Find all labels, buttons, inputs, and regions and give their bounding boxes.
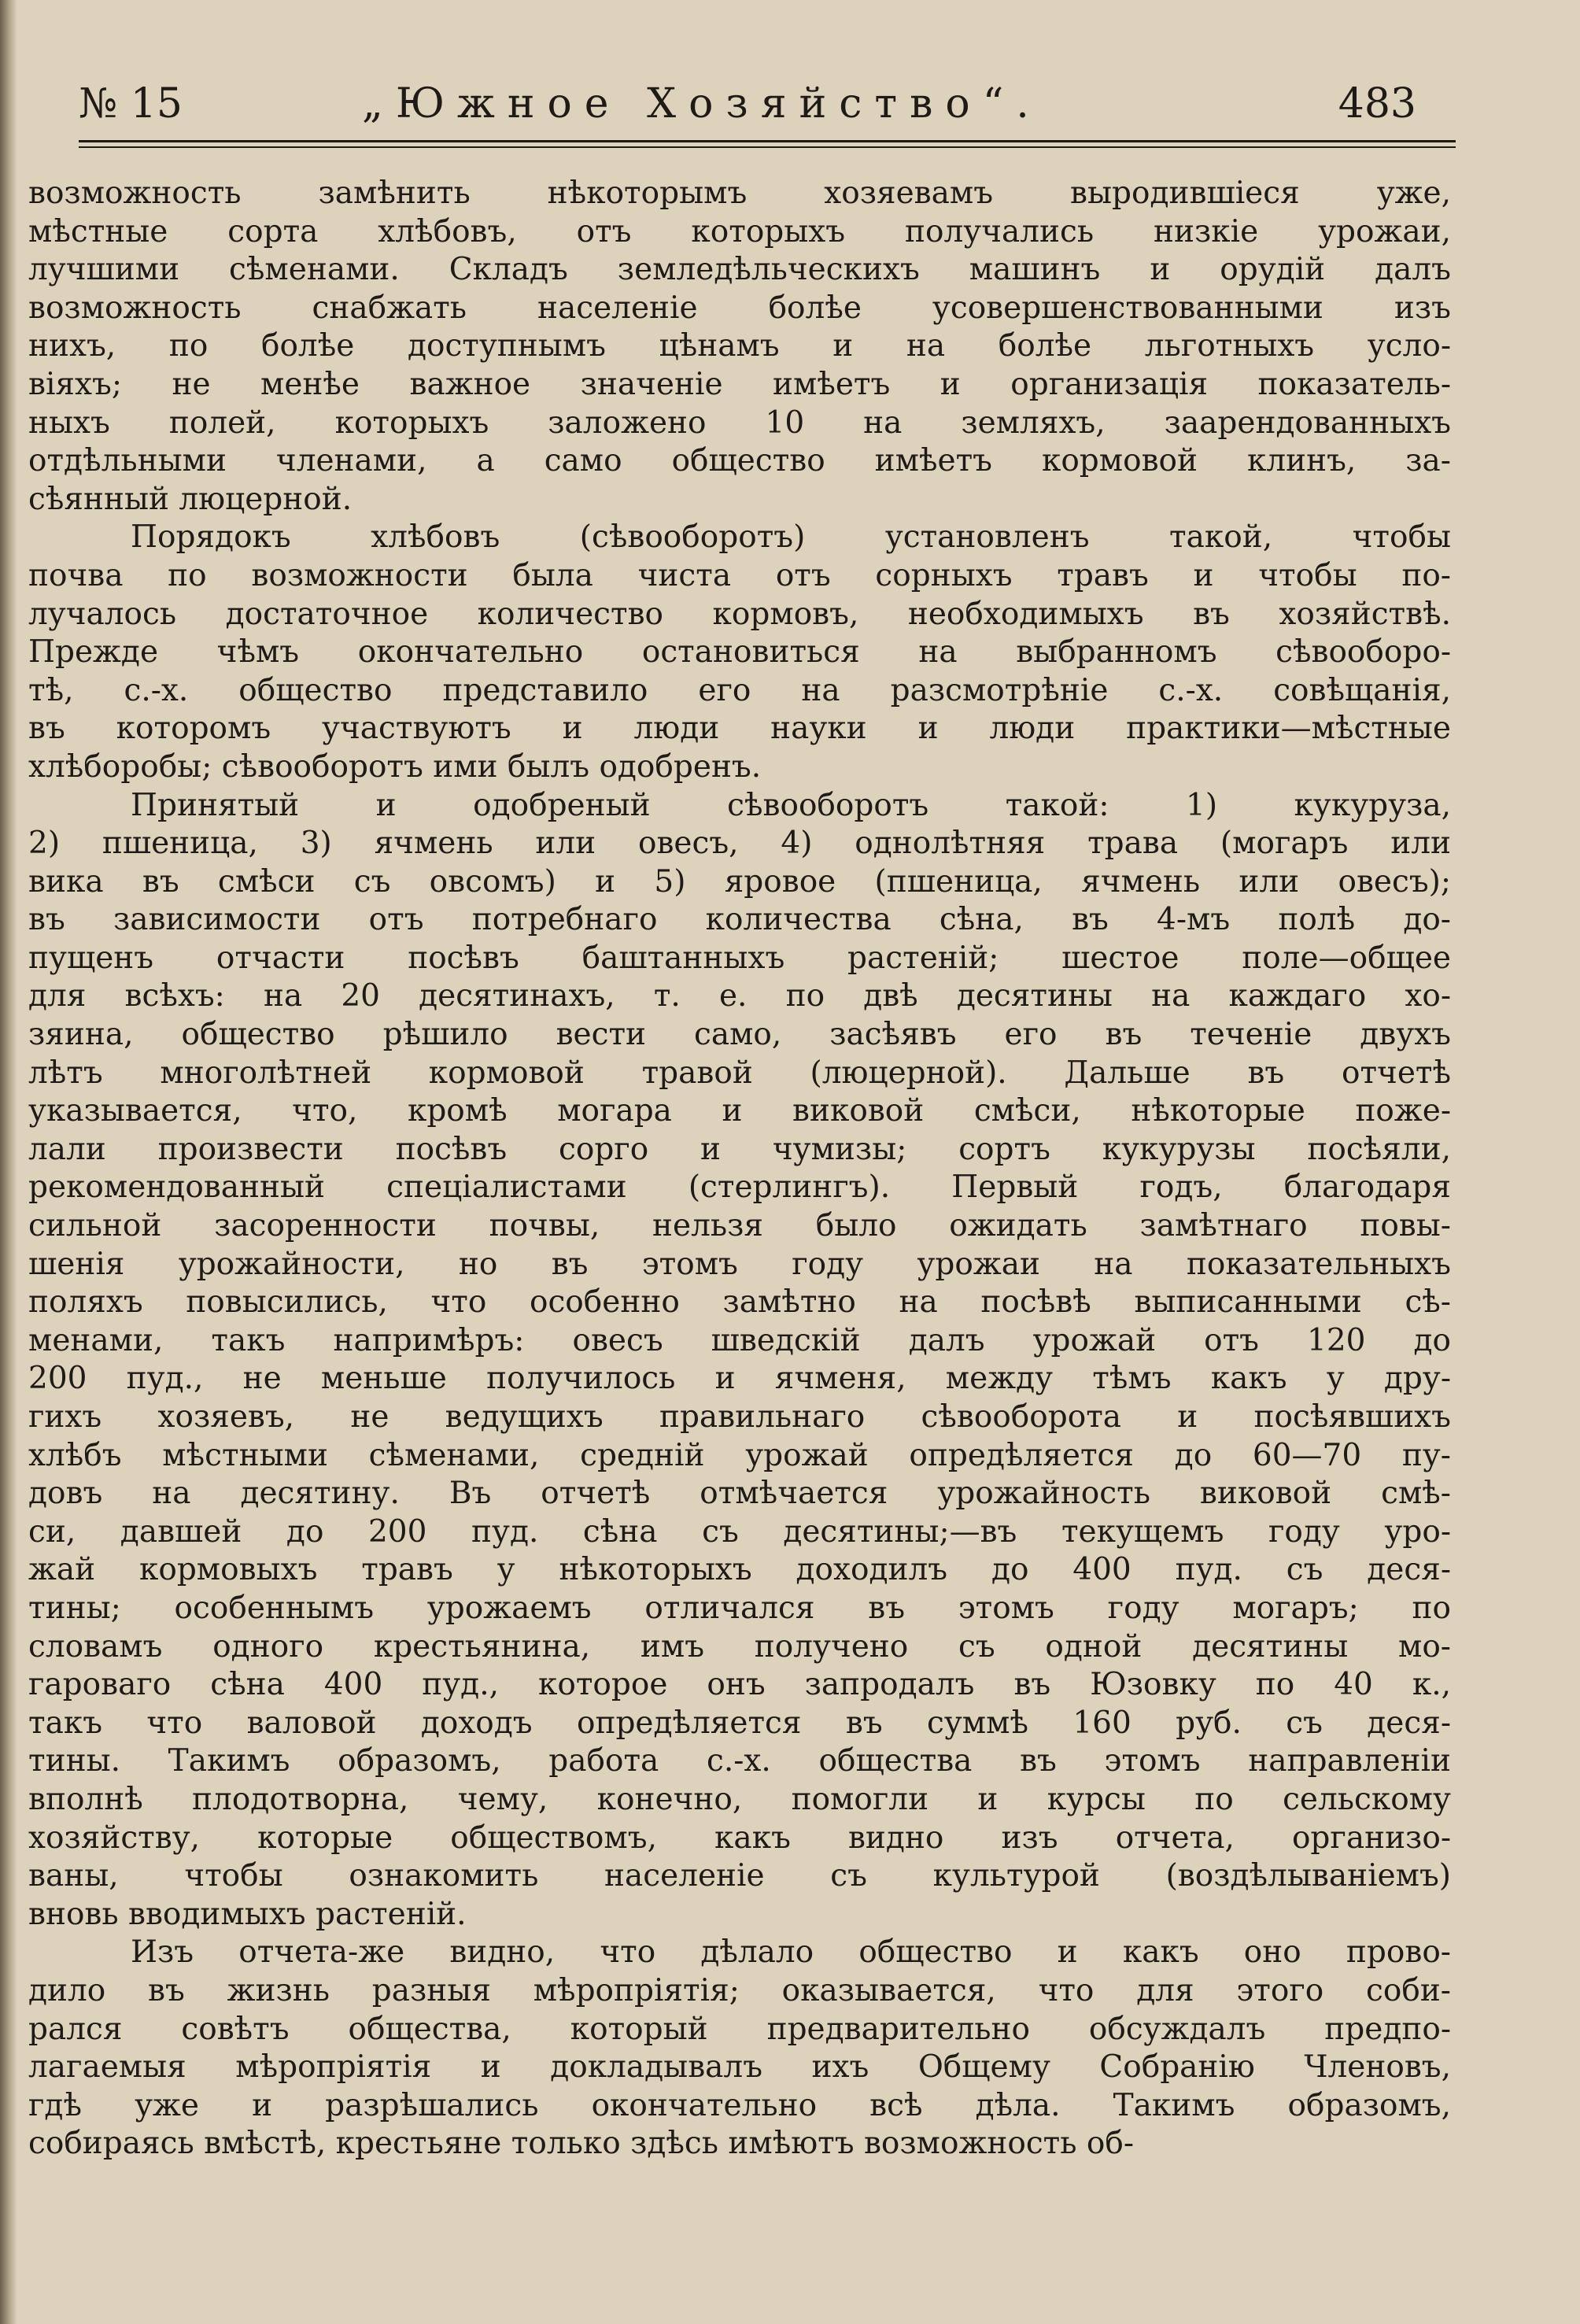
text-line: гароваго сѣна 400 пуд., которое онъ запродалъ въ Юзовку по 40 к., <box>28 1667 1451 1703</box>
text-line: лучшими сѣменами. Складъ земледѣльческихъ машинъ и орудій далъ <box>28 252 1451 288</box>
text-line: 200 пуд., не меньше получилось и ячменя, между тѣмъ какъ у дру- <box>28 1361 1451 1397</box>
text-line: отдѣльными членами, а само общество имѣетъ кормовой клинъ, за- <box>28 443 1451 479</box>
text-line: ваны, чтобы ознакомить населеніе съ культурой (воздѣлываніемъ) <box>28 1858 1451 1894</box>
text-line: Порядокъ хлѣбовъ (сѣвооборотъ) установленъ такой, чтобы <box>131 519 1451 556</box>
issue-number: № 15 <box>79 80 183 127</box>
text-line: сильной засоренности почвы, нельзя было ожидать замѣтнаго повы- <box>28 1208 1451 1244</box>
text-line: мѣстные сорта хлѣбовъ, отъ которыхъ получались низкіе урожаи, <box>28 213 1451 249</box>
text-line: пущенъ отчасти посѣвъ баштанныхъ растеній; шестое поле—общее <box>28 940 1451 976</box>
text-line: лучалось достаточное количество кормовъ, необходимыхъ въ хозяйствѣ. <box>28 596 1451 632</box>
text-line: гихъ хозяевъ, не ведущихъ правильнаго сѣвооборота и посѣявшихъ <box>28 1399 1451 1435</box>
paragraph <box>28 787 1451 1934</box>
text-line: сѣянный люцерной. <box>28 481 353 517</box>
text-line: хлѣборобы; сѣвооборотъ ими былъ одобренъ. <box>28 748 762 785</box>
text-line: возможность снабжать населеніе болѣе усовершенствованными изъ <box>28 290 1451 326</box>
text-line: віяхъ; не менѣе важное значеніе имѣетъ и организація показатель- <box>28 366 1451 402</box>
text-line: жай кормовыхъ травъ у нѣкоторыхъ доходилъ до 400 пуд. съ деся- <box>28 1552 1451 1588</box>
text-line: рался совѣтъ общества, который предварительно обсуждалъ предпо- <box>28 2011 1451 2047</box>
text-line: хлѣбъ мѣстными сѣменами, средній урожай опредѣляется до 60—70 пу- <box>28 1437 1451 1473</box>
text-line: шенія урожайности, но въ этомъ году урожаи на показательныхъ <box>28 1246 1451 1282</box>
text-line: тины. Такимъ образомъ, работа с.-х. общества въ этомъ направленіи <box>28 1743 1451 1779</box>
text-line: си, давшей до 200 пуд. сѣна съ десятины;—въ текущемъ году уро- <box>28 1513 1451 1550</box>
page-binding-edge <box>0 0 17 2324</box>
text-line: словамъ одного крестьянина, имъ получено съ одной десятины мо- <box>28 1628 1451 1664</box>
text-line: въ зависимости отъ потребнаго количества сѣна, въ 4-мъ полѣ до- <box>28 902 1451 938</box>
text-line: вновь вводимыхъ растеній. <box>28 1896 467 1932</box>
text-line: тѣ, с.-х. общество представило его на разсмотрѣніе с.-х. совѣщанія, <box>28 672 1451 708</box>
text-line: вика въ смѣси съ овсомъ) и 5) яровое (пшеница, ячмень или овесъ); <box>28 863 1451 900</box>
text-line: лали произвести посѣвъ сорго и чумизы; сортъ кукурузы посѣяли, <box>28 1131 1451 1167</box>
paragraph <box>28 519 1451 786</box>
paragraph <box>28 1934 1451 2163</box>
text-line: 2) пшеница, 3) ячмень или овесъ, 4) однолѣтняя трава (могаръ или <box>28 826 1451 862</box>
text-line: лѣтъ многолѣтней кормовой травой (люцерной). Дальше въ отчетѣ <box>28 1055 1451 1091</box>
text-line: вполнѣ плодотворна, чему, конечно, помогли и курсы по сельскому <box>28 1781 1451 1817</box>
text-line: нихъ, по болѣе доступнымъ цѣнамъ и на болѣе льготныхъ усло- <box>28 328 1451 364</box>
text-line: Принятый и одобреный сѣвооборотъ такой: 1) кукуруза, <box>131 787 1451 823</box>
text-line: указывается, что, кромѣ могара и виковой смѣси, нѣкоторые поже- <box>28 1093 1451 1129</box>
text-line: Изъ отчета-же видно, что дѣлало общество и какъ оно прово- <box>131 1934 1451 1971</box>
text-line: для всѣхъ: на 20 десятинахъ, т. е. по двѣ десятины на каждаго хо- <box>28 978 1451 1014</box>
text-line: хозяйству, которые обществомъ, какъ видно изъ отчета, организо- <box>28 1820 1451 1856</box>
text-line: собираясь вмѣстѣ, крестьяне только здѣсь имѣютъ возможность об- <box>28 2126 1135 2162</box>
text-line: Прежде чѣмъ окончательно остановиться на выбранномъ сѣвооборо- <box>28 634 1451 671</box>
text-line: гдѣ уже и разрѣшались окончательно всѣ дѣла. Такимъ образомъ, <box>28 2087 1451 2123</box>
text-line: поляхъ повысились, что особенно замѣтно на посѣвѣ выписанными сѣ- <box>28 1284 1451 1321</box>
text-line: возможность замѣнить нѣкоторымъ хозяевамъ выродившіеся уже, <box>28 176 1451 211</box>
header-rule-thick <box>79 140 1456 142</box>
text-line: зяина, общество рѣшило вести само, засѣявъ его въ теченіе двухъ <box>28 1017 1451 1053</box>
page-number: 483 <box>1338 80 1416 127</box>
text-line: дило въ жизнь разныя мѣропріятія; оказывается, что для этого соби- <box>28 1972 1451 2008</box>
text-line: менами, такъ напримѣръ: овесъ шведскій далъ урожай отъ 120 до <box>28 1322 1451 1358</box>
text-line: довъ на десятину. Въ отчетѣ отмѣчается урожайность виковой смѣ- <box>28 1476 1451 1512</box>
journal-title: „Южное Хозяйство“. <box>362 80 1042 127</box>
article-body <box>28 175 1451 2163</box>
text-line: почва по возможности была чиста отъ сорныхъ травъ и чтобы по- <box>28 557 1451 593</box>
paragraph <box>28 175 1451 519</box>
running-header <box>79 72 1416 135</box>
text-line: тины; особеннымъ урожаемъ отличался въ этомъ году могаръ; по <box>28 1590 1451 1626</box>
header-rule-thin <box>79 146 1456 148</box>
text-line: такъ что валовой доходъ опредѣляется въ суммѣ 160 руб. съ деся- <box>28 1705 1451 1741</box>
text-line: ныхъ полей, которыхъ заложено 10 на земляхъ, заарендованныхъ <box>28 405 1451 441</box>
text-line: лагаемыя мѣропріятія и докладывалъ ихъ Общему Собранію Членовъ, <box>28 2049 1451 2086</box>
text-line: рекомендованный спеціалистами (стерлингъ). Первый годъ, благодаря <box>28 1169 1451 1206</box>
text-line: въ которомъ участвуютъ и люди науки и люди практики—мѣстные <box>28 711 1451 747</box>
